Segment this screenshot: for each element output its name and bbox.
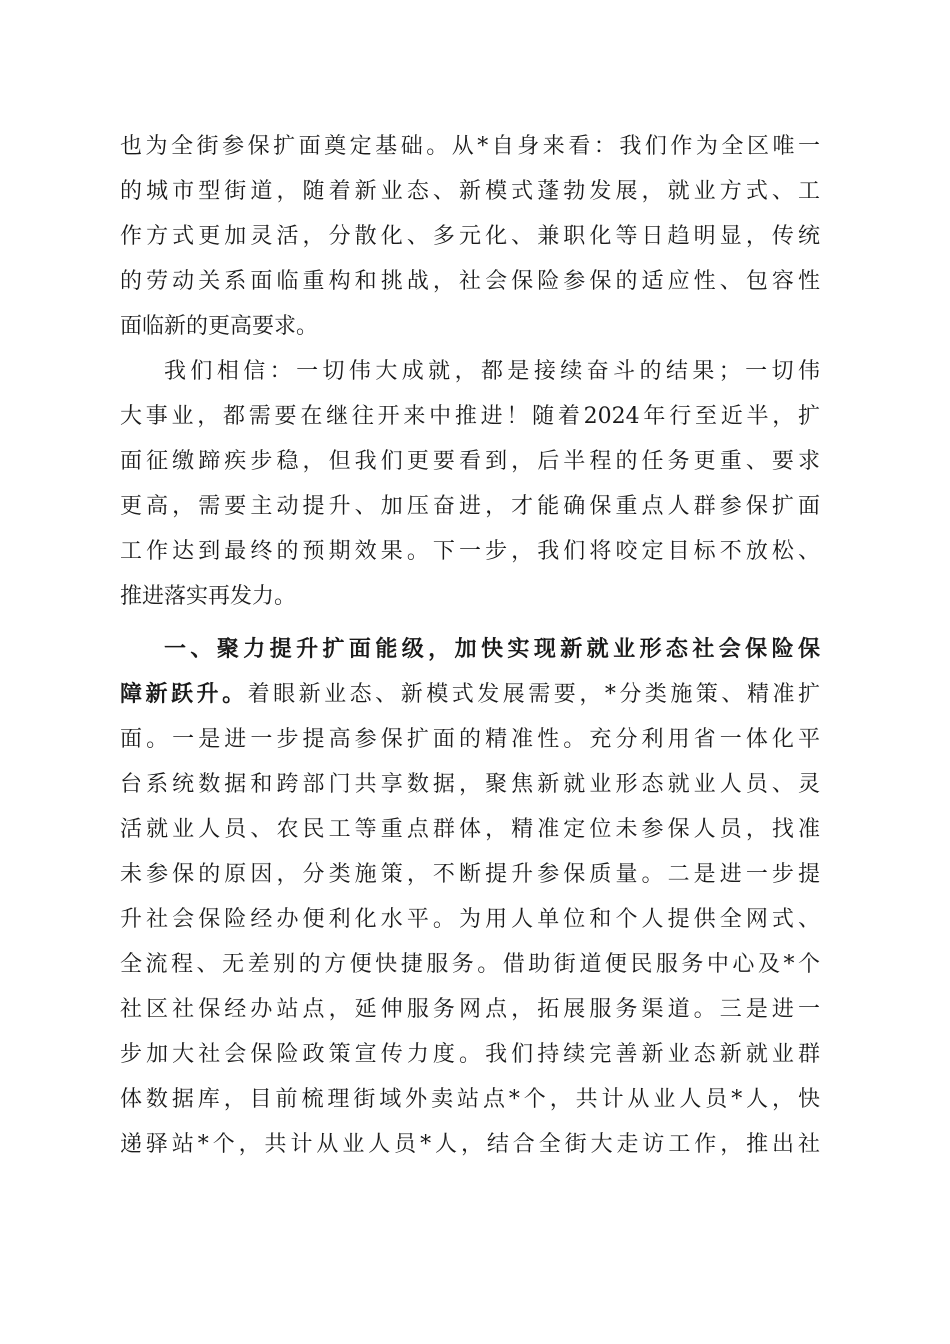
paragraph-1	[120, 124, 820, 349]
text-line: 的劳动关系面临重构和挑战，社会保险参保的适应性、包容性	[120, 269, 820, 294]
text-line: 递驿站*个，共计从业人员*人，结合全街大走访工作，推出社	[120, 1132, 820, 1157]
text-line: 的城市型街道，随着新业态、新模式蓬勃发展，就业方式、工	[120, 179, 820, 204]
text-line: 也为全街参保扩面奠定基础。从*自身来看：我们作为全区唯一	[120, 134, 820, 159]
text-line: 推进落实再发力。	[120, 584, 297, 609]
text-line: 未参保的原因，分类施策，不断提升参保质量。二是进一步提	[120, 862, 820, 887]
text-line: 面征缴蹄疾步稳，但我们更要看到，后半程的任务更重、要求	[120, 449, 820, 474]
section-heading-end: 障新跃升。	[120, 682, 248, 707]
text-line: 工作达到最终的预期效果。下一步，我们将咬定目标不放松、	[120, 539, 820, 564]
text-line: 社区社保经办站点，延伸服务网点，拓展服务渠道。三是进一	[120, 997, 820, 1022]
text-line: 面临新的更高要求。	[120, 314, 319, 339]
text-line: 更高，需要主动提升、加压奋进，才能确保重点人群参保扩面	[120, 494, 820, 519]
text-line: 体数据库，目前梳理街域外卖站点*个，共计从业人员*人，快	[120, 1087, 820, 1112]
text-line: 升社会保险经办便利化水平。为用人单位和个人提供全网式、	[120, 907, 820, 932]
text-line: 台系统数据和跨部门共享数据，聚焦新就业形态就业人员、灵	[120, 772, 820, 797]
document-body	[120, 124, 820, 1167]
text-line: 步加大社会保险政策宣传力度。我们持续完善新业态新就业群	[120, 1042, 820, 1067]
text-line: 作方式更加灵活，分散化、多元化、兼职化等日趋明显，传统	[120, 224, 820, 249]
text-line: 大事业，都需要在继往开来中推进！随着2024年行至近半，扩	[120, 404, 820, 429]
text-line-rest: 着眼新业态、新模式发展需要，*分类施策、精准扩	[247, 682, 820, 707]
text-line: 面。一是进一步提高参保扩面的精准性。充分利用省一体化平	[120, 727, 820, 752]
paragraph-3	[120, 627, 820, 1167]
section-heading: 一、聚力提升扩面能级，加快实现新就业形态社会保险保	[164, 637, 820, 662]
text-line: 我们相信：一切伟大成就，都是接续奋斗的结果；一切伟	[164, 359, 820, 384]
text-line: 活就业人员、农民工等重点群体，精准定位未参保人员，找准	[120, 817, 820, 842]
text-line: 全流程、无差别的方便快捷服务。借助街道便民服务中心及*个	[120, 952, 820, 977]
text-line	[120, 672, 820, 717]
paragraph-2	[120, 349, 820, 619]
